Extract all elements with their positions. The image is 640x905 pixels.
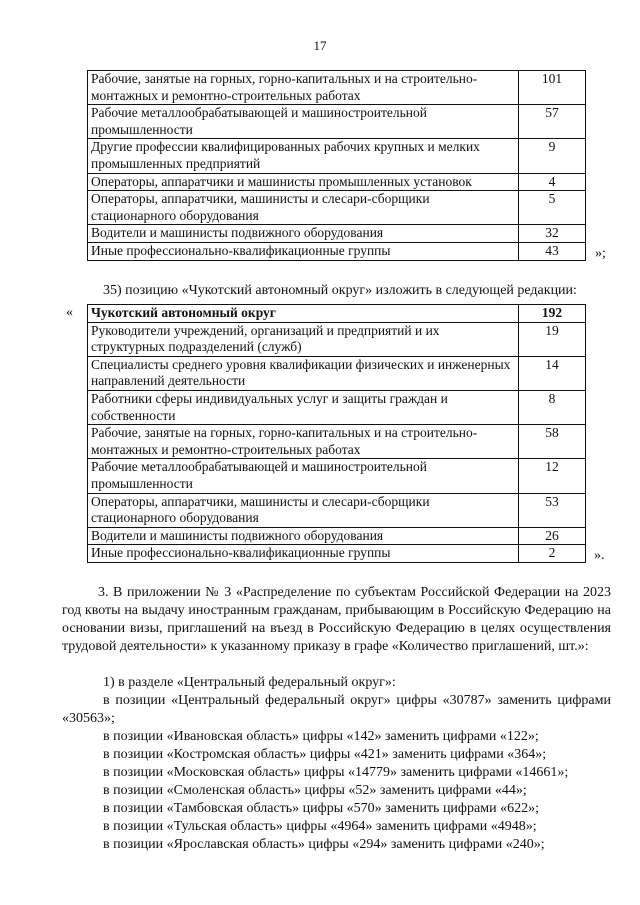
region-replacement-line: в позиции «Костромская область» цифры «421» заменить цифрами «364»;: [103, 747, 547, 762]
region-replacement-line: в позиции «Тамбовская область» цифры «570» заменить цифрами «622»;: [103, 801, 539, 816]
table-row: [88, 242, 586, 260]
table-row: [88, 225, 586, 243]
profession-group-cell: Операторы, аппаратчики и машинисты промышленных установок: [88, 173, 519, 191]
profession-group-cell: Другие профессии квалифицированных рабочих крупных и мелких промышленных предприятий: [88, 139, 519, 173]
quota-value-cell: 14: [519, 356, 586, 390]
table-row: [88, 425, 586, 459]
quota-table-continued: [87, 70, 586, 261]
quota-value-cell: 2: [519, 545, 586, 563]
region-replacement-line: в позиции «Ивановская область» цифры «142» заменить цифрами «122»;: [103, 729, 539, 744]
profession-group-cell: Водители и машинисты подвижного оборудования: [88, 527, 519, 545]
table-header-row: [88, 305, 586, 323]
table2-opening-mark: «: [66, 305, 73, 320]
profession-group-cell: Работники сферы индивидуальных услуг и защиты граждан и собственности: [88, 390, 519, 424]
region-replacement-line: в позиции «Тульская область» цифры «4964» заменить цифрами «4948»;: [103, 819, 537, 834]
paragraph-3: 3. В приложении № 3 «Распределение по субъектам Российской Федерации на 2023 год квоты на выдачу иностранным гражданам, прибывающим в Российскую Федерацию на основании визы, приглашений на въезд в Российскую Федерацию в целях осуществления трудовой деятельности» к указанному приказу в графе «Количество приглашений, шт.»:: [62, 585, 611, 654]
quota-value-cell: 57: [519, 105, 586, 139]
quota-value-cell: 26: [519, 527, 586, 545]
table-row: [88, 493, 586, 527]
profession-group-cell: Специалисты среднего уровня квалификации физических и инженерных направлений деятельности: [88, 356, 519, 390]
table-row: [88, 545, 586, 563]
table1-closing-mark: »;: [595, 246, 606, 261]
chukotka-table: [87, 304, 586, 563]
profession-group-cell: Рабочие металлообрабатывающей и машиностроительной промышленности: [88, 459, 519, 493]
quota-value-cell: 4: [519, 173, 586, 191]
region-total-cell: 192: [519, 305, 586, 323]
quota-value-cell: 101: [519, 71, 586, 105]
item-35-text: 35) позицию «Чукотский автономный округ» изложить в следующей редакции:: [103, 283, 577, 298]
profession-group-cell: Руководители учреждений, организаций и предприятий и их структурных подразделений (служб): [88, 322, 519, 356]
quota-value-cell: 53: [519, 493, 586, 527]
table2-closing-mark: ».: [594, 548, 605, 563]
region-replacement-line: в позиции «Смоленская область» цифры «52» заменить цифрами «44»;: [103, 783, 527, 798]
table-row: [88, 459, 586, 493]
quota-value-cell: 5: [519, 191, 586, 225]
profession-group-cell: Рабочие, занятые на горных, горно-капитальных и на строительно-монтажных и ремонтно-строительных работах: [88, 425, 519, 459]
quota-value-cell: 9: [519, 139, 586, 173]
profession-group-cell: Иные профессионально-квалификационные группы: [88, 545, 519, 563]
page-number: 17: [313, 38, 327, 53]
subitem-1: 1) в разделе «Центральный федеральный округ»:: [103, 675, 396, 690]
table-row: [88, 139, 586, 173]
region-replacement-line: в позиции «Ярославская область» цифры «294» заменить цифрами «240»;: [103, 837, 545, 852]
table-row: [88, 322, 586, 356]
table-row: [88, 173, 586, 191]
profession-group-cell: Рабочие, занятые на горных, горно-капитальных и на строительно-монтажных и ремонтно-строительных работах: [88, 71, 519, 105]
table-row: [88, 527, 586, 545]
table-row: [88, 390, 586, 424]
profession-group-cell: Иные профессионально-квалификационные группы: [88, 242, 519, 260]
table-row: [88, 105, 586, 139]
profession-group-cell: Операторы, аппаратчики, машинисты и слесари-сборщики стационарного оборудования: [88, 493, 519, 527]
quota-value-cell: 58: [519, 425, 586, 459]
quota-value-cell: 43: [519, 242, 586, 260]
profession-group-cell: Рабочие металлообрабатывающей и машиностроительной промышленности: [88, 105, 519, 139]
quota-value-cell: 8: [519, 390, 586, 424]
quota-value-cell: 12: [519, 459, 586, 493]
table-row: [88, 71, 586, 105]
region-name-cell: Чукотский автономный округ: [88, 305, 519, 323]
profession-group-cell: Операторы, аппаратчики, машинисты и слесари-сборщики стационарного оборудования: [88, 191, 519, 225]
quota-value-cell: 19: [519, 322, 586, 356]
profession-group-cell: Водители и машинисты подвижного оборудования: [88, 225, 519, 243]
quota-value-cell: 32: [519, 225, 586, 243]
central-district-position: в позиции «Центральный федеральный округ» цифры «30787» заменить цифрами «30563»;: [62, 693, 611, 726]
region-replacement-line: в позиции «Московская область» цифры «14779» заменить цифрами «14661»;: [103, 765, 569, 780]
table-row: [88, 356, 586, 390]
table-row: [88, 191, 586, 225]
